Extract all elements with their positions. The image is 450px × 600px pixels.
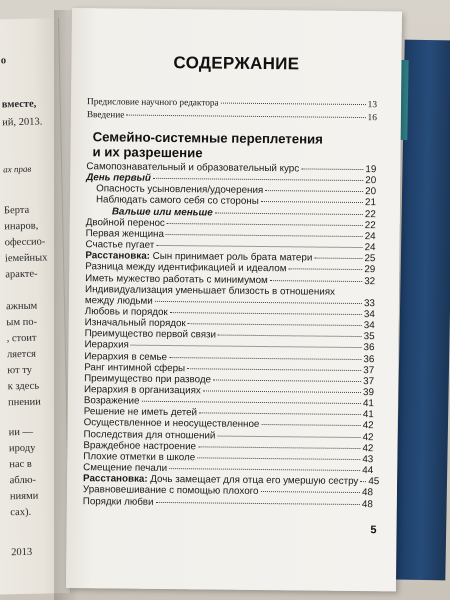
left-page-text-fragment: ажным	[5, 300, 38, 313]
toc-leader-dots	[199, 413, 361, 416]
toc-entry-page: 21	[365, 197, 377, 209]
toc-entry-page: 22	[364, 219, 376, 231]
left-page-text-fragment: о	[0, 55, 7, 67]
toc-entry-title: Ранг интимной сферы	[84, 361, 186, 374]
toc-entry-title: Преимущество при разводе	[84, 372, 212, 386]
toc-entry-title: Расстановка:	[85, 250, 151, 263]
toc-leader-dots	[215, 212, 363, 215]
left-page-text-fragment: к здесь	[7, 380, 40, 393]
left-page-text-fragment: пнении	[7, 396, 41, 409]
toc-entry-page: 20	[365, 186, 377, 198]
toc-front-item: Предисловие научного редактора 13	[86, 97, 378, 111]
toc-leader-dots	[203, 390, 361, 393]
toc-entry-page: 34	[363, 320, 375, 332]
toc-entry-title: Счастье пугает	[85, 239, 155, 251]
toc-entry-title: Двойной перенос	[85, 216, 165, 229]
toc-entry-page: 45	[368, 476, 380, 488]
toc-leader-dots	[261, 201, 363, 203]
toc-entry-page: 43	[362, 453, 374, 466]
toc-entry-title: Иерархия в семье	[84, 350, 168, 363]
toc-entry-title: Расстановка:	[83, 473, 148, 486]
toc-entry-page: 24	[364, 230, 376, 243]
toc-leader-dots	[156, 245, 362, 248]
toc-entry-title-tail: Дочь замещает для отца его умершую сестру	[147, 474, 359, 488]
toc-entry-page: 48	[361, 487, 373, 499]
toc-leader-dots	[155, 301, 362, 304]
left-page-text-fragment: ют ту	[7, 364, 33, 377]
toc-leader-dots	[360, 481, 366, 482]
toc-entry-page: 42	[362, 431, 374, 443]
right-page	[66, 8, 402, 591]
left-page-text-fragment: ироду	[8, 442, 36, 455]
toc-leader-dots	[153, 178, 363, 181]
left-page-text-fragment: , стоит	[6, 332, 37, 345]
toc-entry-title: Индивидуализация уменьшает близость в отношениях	[84, 283, 336, 298]
left-page-text-fragment: ым по-	[6, 316, 38, 329]
toc-entry-page: 29	[364, 264, 376, 276]
toc-leader-dots	[314, 258, 362, 260]
left-page-text-fragment: іемейных	[4, 252, 48, 265]
toc-leader-dots	[217, 435, 360, 437]
toc-entry-title: Преимущество первой связи	[84, 328, 217, 341]
section-title: Семейно-системные переплетения	[92, 129, 323, 147]
left-page-text-fragment: нас в	[9, 458, 32, 471]
left-page-text-fragment: аблю-	[9, 474, 37, 487]
toc-entry-page: 39	[363, 387, 375, 399]
left-page-text-fragment: Берта	[3, 204, 30, 217]
toc-leader-dots	[213, 379, 361, 382]
toc-entry-title: Плохие отметки в школе	[83, 451, 196, 464]
section-title: и их разрешение	[92, 144, 203, 161]
page-number: 5	[370, 524, 377, 537]
toc-leader-dots	[167, 223, 363, 226]
toc-entry-title: Осуществленное и неосуществленное	[83, 417, 260, 431]
toc-leader-dots	[270, 280, 362, 282]
toc-entry-page: 22	[364, 208, 376, 220]
left-page-text-fragment: вместе,	[1, 98, 37, 111]
toc-entry-page: 48	[361, 498, 373, 510]
toc-entry-page: 35	[363, 331, 375, 343]
left-page-text-fragment: ах прав	[3, 163, 32, 175]
toc-entry-title: Решение не иметь детей	[83, 406, 198, 419]
toc-leader-dots	[187, 368, 361, 371]
toc-entry-title: День первый	[86, 172, 151, 184]
toc-leader-dots	[288, 269, 362, 271]
toc-entry-title: Враждебное настроение	[83, 439, 197, 453]
toc-entry-title: Первая женщина	[85, 228, 165, 240]
left-page-text-fragment: 2013	[11, 546, 33, 559]
toc-entry-title: Разница между идентификацией и идеалом	[85, 261, 287, 275]
left-page-text-fragment: ляется	[6, 348, 37, 361]
toc-entry-title-tail: Сын принимает роль брата матери	[149, 251, 313, 264]
left-page-text-fragment: ий, 2013.	[2, 116, 43, 129]
left-page-text-fragment: ниями	[9, 490, 39, 503]
toc-entry-title: Смещение печали	[83, 462, 168, 475]
toc-leader-dots	[261, 424, 360, 426]
toc-entry-title: Иметь мужество работать с минимумом	[85, 272, 268, 286]
toc-entry-title: Наблюдать самого себя со стороны	[95, 194, 259, 208]
toc-entry-page: 34	[363, 309, 375, 321]
toc-entry-page: 36	[363, 353, 375, 365]
toc-entry-page: 36	[363, 342, 375, 354]
toc-entry-page: 19	[365, 164, 377, 176]
toc-entry-title: Возражение	[83, 395, 140, 407]
toc-entry-title: Опасность усыновления/удочерения	[96, 183, 264, 197]
toc-entry-page: 44	[362, 465, 374, 477]
toc-entry-title: Любовь и порядок	[84, 306, 168, 318]
toc-leader-dots	[166, 234, 363, 237]
toc-leader-dots	[260, 491, 360, 493]
page-title: СОДЕРЖАНИЕ	[173, 53, 300, 74]
toc-leader-dots	[188, 323, 362, 326]
toc-entry-title: Уравновешивание с помощью плохого	[82, 484, 259, 498]
toc-entry-page: 20	[365, 175, 377, 187]
toc-entry	[83, 496, 373, 511]
toc-leader-dots	[198, 446, 360, 449]
toc-leader-dots	[265, 190, 363, 192]
toc-entry-page: 33	[363, 297, 375, 309]
toc-entry-page: 37	[363, 375, 375, 388]
toc-leader-dots	[301, 168, 363, 170]
left-page-text-fragment: аракте-	[5, 268, 38, 281]
toc-entry-title: Иерархия	[84, 339, 129, 352]
toc-entry-page: 37	[363, 364, 375, 376]
toc-leader-dots	[156, 501, 360, 504]
toc-entry-title: Последствия для отношений	[83, 428, 216, 442]
toc-entry-title: Вальше или меньше	[111, 206, 213, 219]
toc-entry-page: 24	[364, 242, 376, 254]
toc-entry-page: 25	[364, 253, 376, 265]
left-page-text-fragment: ии —	[8, 426, 34, 439]
left-page-text-fragment: офессио-	[4, 236, 46, 249]
toc-entry-page: 32	[364, 275, 376, 287]
toc-entry-page: 42	[362, 442, 374, 454]
toc-entry-title: между людьми	[84, 294, 153, 307]
toc-entry-page: 41	[362, 398, 374, 410]
toc-leader-dots	[197, 457, 360, 460]
left-page-text-fragment: инаров,	[4, 220, 39, 233]
toc-front-item: Введение 16	[86, 110, 377, 124]
toc-entry-page: 42	[362, 420, 374, 432]
toc-leader-dots	[169, 357, 361, 360]
toc-leader-dots	[170, 312, 362, 315]
toc-leader-dots	[169, 468, 360, 471]
toc-entry-page: 41	[362, 409, 374, 421]
toc-leader-dots	[218, 335, 362, 338]
toc-leader-dots	[131, 345, 362, 348]
left-page-text-fragment: сах).	[10, 506, 32, 519]
toc-entry-title: Изначальный порядок	[84, 317, 186, 330]
toc-leader-dots	[141, 401, 360, 404]
toc-entry-title: Порядки любви	[82, 495, 154, 508]
toc-entry-title: Иерархия в организациях	[83, 384, 201, 397]
toc-entry-title: Самопознавательный и образовательный курс	[86, 161, 300, 175]
